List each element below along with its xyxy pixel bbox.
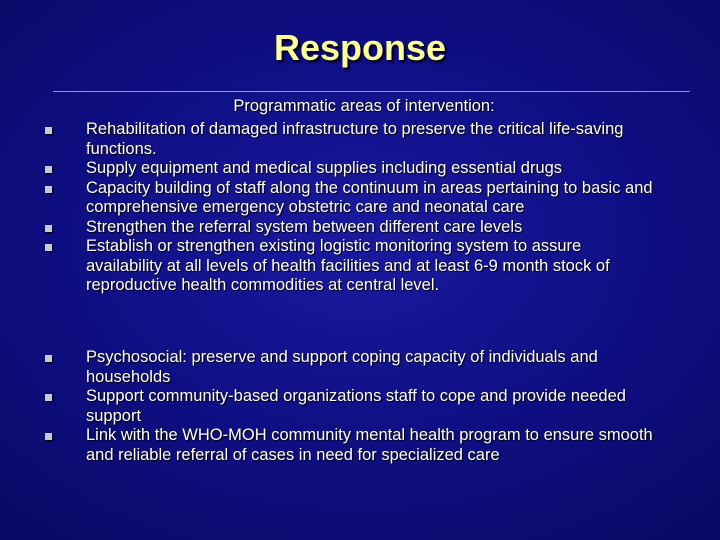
square-bullet-icon	[45, 186, 52, 193]
psychosocial-list	[0, 348, 720, 465]
list-item-text: Rehabilitation of damaged infrastructure to preserve the critical life-saving functions.	[86, 120, 624, 158]
list-item	[0, 348, 720, 387]
square-bullet-icon	[45, 225, 52, 232]
square-bullet-icon	[45, 244, 52, 251]
section-subheading: Programmatic areas of intervention:	[233, 97, 495, 115]
list-item	[0, 426, 720, 465]
slide-title: Response	[273, 27, 447, 68]
square-bullet-icon	[45, 166, 52, 173]
list-item-text: Establish or strengthen existing logistic monitoring system to assure availability at all levels of health facilities and at least 6-9 month stock of reproductive health commodities at central level.	[86, 237, 610, 294]
list-item-text: Supply equipment and medical supplies including essential drugs	[86, 159, 563, 177]
square-bullet-icon	[45, 394, 52, 401]
list-item-text: Strengthen the referral system between different care levels	[86, 217, 523, 236]
list-item-text: Link with the WHO-MOH community mental health program to ensure smooth and reliable referral of cases in need for specialized care	[86, 426, 653, 464]
square-bullet-icon	[45, 355, 52, 362]
list-item	[0, 179, 720, 218]
intervention-list	[0, 120, 720, 296]
list-item	[0, 218, 720, 238]
square-bullet-icon	[45, 433, 52, 440]
list-item	[0, 120, 720, 159]
list-item	[0, 159, 720, 179]
square-bullet-icon	[45, 127, 52, 134]
list-item-text: Psychosocial: preserve and support coping capacity of individuals and households	[86, 348, 598, 386]
list-item	[0, 237, 720, 296]
title-divider	[53, 91, 690, 92]
list-item-text: Support community-based organizations staff to cope and provide needed support	[86, 387, 626, 425]
list-item	[0, 387, 720, 426]
list-item-text: Capacity building of staff along the continuum in areas pertaining to basic and comprehensive emergency obstetric care and neonatal care	[86, 178, 653, 216]
